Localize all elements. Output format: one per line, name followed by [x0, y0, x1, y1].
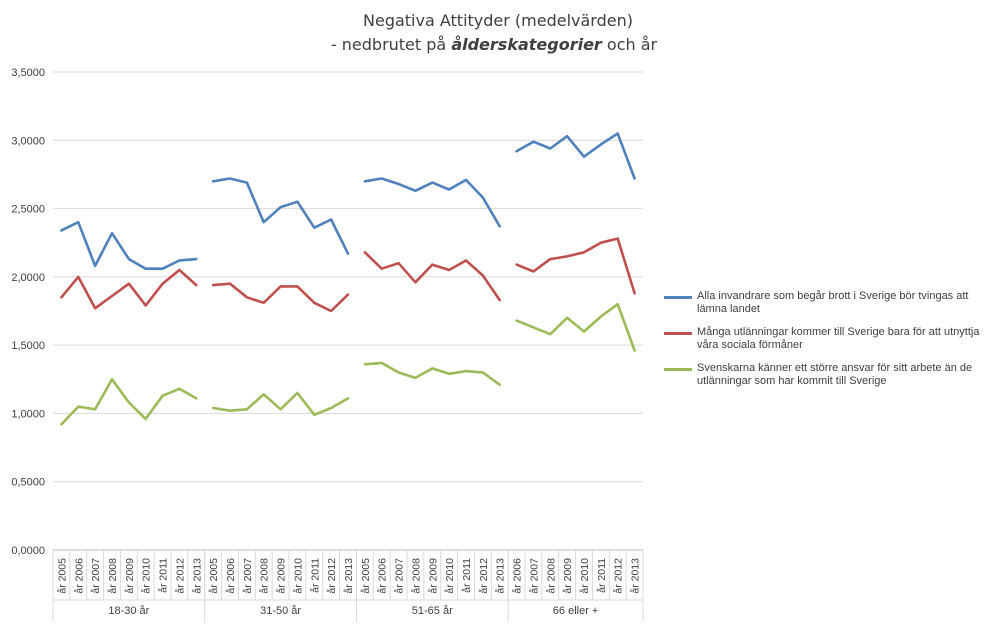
series-line-2 — [365, 252, 500, 300]
subtitle-suffix: och år — [601, 35, 658, 54]
y-tick-label: 1,5000 — [11, 340, 45, 353]
chart-subtitle — [331, 35, 658, 54]
x-tick-label: år 2009 — [275, 558, 288, 594]
legend-item — [664, 326, 994, 352]
x-tick-label: år 2008 — [410, 558, 423, 594]
x-tick-label: år 2006 — [511, 558, 524, 594]
y-tick-label: 3,5000 — [11, 67, 45, 79]
x-tick-label: år 2008 — [545, 558, 558, 594]
subtitle-emphasis: ålderskategorier — [451, 35, 602, 54]
x-tick-label: år 2010 — [140, 558, 153, 594]
x-tick-label: år 2005 — [56, 558, 69, 594]
x-tick-label: år 2012 — [477, 558, 490, 594]
series-line-1 — [213, 179, 348, 254]
series-line-2 — [213, 284, 348, 311]
legend — [664, 290, 994, 398]
y-tick-label: 2,5000 — [11, 203, 45, 216]
x-tick-label: år 2007 — [393, 558, 406, 594]
legend-item — [664, 290, 994, 316]
series-line-3 — [213, 393, 348, 415]
series-line-1 — [61, 222, 196, 269]
group-label: 31-50 år — [260, 605, 302, 617]
x-tick-label: år 2013 — [191, 558, 204, 594]
series-line-1 — [365, 179, 500, 227]
x-tick-label: år 2007 — [241, 558, 254, 594]
x-tick-label: år 2008 — [107, 558, 119, 594]
legend-swatch — [664, 332, 692, 335]
x-tick-label: år 2006 — [376, 558, 389, 594]
x-tick-label: år 2010 — [292, 558, 305, 594]
x-tick-label: år 2012 — [612, 558, 625, 594]
x-tick-label: år 2008 — [258, 558, 271, 594]
series-line-3 — [517, 304, 635, 350]
x-tick-label: år 2005 — [359, 558, 372, 594]
subtitle-prefix: - nedbrutet på — [330, 35, 452, 54]
x-tick-label: år 2011 — [157, 558, 170, 593]
x-tick-label: år 2006 — [225, 558, 237, 594]
legend-item — [664, 362, 994, 388]
y-tick-label: 2,0000 — [11, 271, 45, 284]
legend-label: Alla invandrare som begår brott i Sverige bör tvingas att lämna landet — [697, 290, 969, 315]
x-tick-label: år 2009 — [123, 558, 136, 594]
series-line-3 — [61, 379, 196, 424]
legend-label: Många utlänningar kommer till Sverige bara för att utnyttja våra sociala förmåner — [697, 326, 980, 351]
x-tick-label: år 2011 — [595, 558, 608, 593]
x-axis — [53, 550, 643, 622]
y-tick-label: 0,0000 — [11, 545, 45, 557]
y-tick-label: 1,0000 — [11, 408, 45, 421]
x-tick-label: år 2006 — [73, 558, 86, 594]
x-tick-label: år 2009 — [562, 558, 575, 594]
x-tick-label: år 2012 — [326, 558, 339, 594]
y-tick-label: 0,5000 — [11, 476, 45, 489]
series-lines — [61, 134, 634, 425]
group-label: 66 eller + — [552, 605, 599, 617]
x-tick-label: år 2007 — [90, 558, 103, 594]
chart-title: Negativa Attityder (medelvärden) — [363, 11, 633, 30]
gridlines — [53, 72, 643, 550]
x-tick-label: år 2010 — [444, 558, 457, 594]
group-label: 18-30 år — [108, 605, 150, 617]
series-line-2 — [61, 270, 196, 308]
y-axis-ticks — [11, 67, 45, 557]
legend-label: Svenskarna känner ett större ansvar för sitt arbete än de utlänningar som har kommit till Sverige — [697, 362, 973, 387]
legend-swatch — [664, 296, 692, 299]
x-tick-label: år 2010 — [579, 558, 591, 594]
x-tick-label: år 2007 — [528, 558, 541, 594]
series-line-3 — [365, 363, 500, 385]
x-tick-label: år 2013 — [343, 558, 355, 594]
x-tick-label: år 2009 — [427, 558, 440, 594]
x-tick-label: år 2013 — [629, 558, 642, 594]
x-tick-label: år 2011 — [309, 558, 322, 593]
x-tick-label: år 2011 — [461, 558, 473, 593]
x-tick-label: år 2013 — [494, 558, 507, 594]
x-tick-label: år 2005 — [208, 558, 221, 594]
y-tick-label: 3,0000 — [11, 135, 45, 148]
x-tick-label: år 2012 — [174, 558, 187, 594]
series-line-2 — [517, 239, 635, 294]
group-label: 51-65 år — [411, 605, 453, 617]
legend-swatch — [664, 368, 692, 371]
